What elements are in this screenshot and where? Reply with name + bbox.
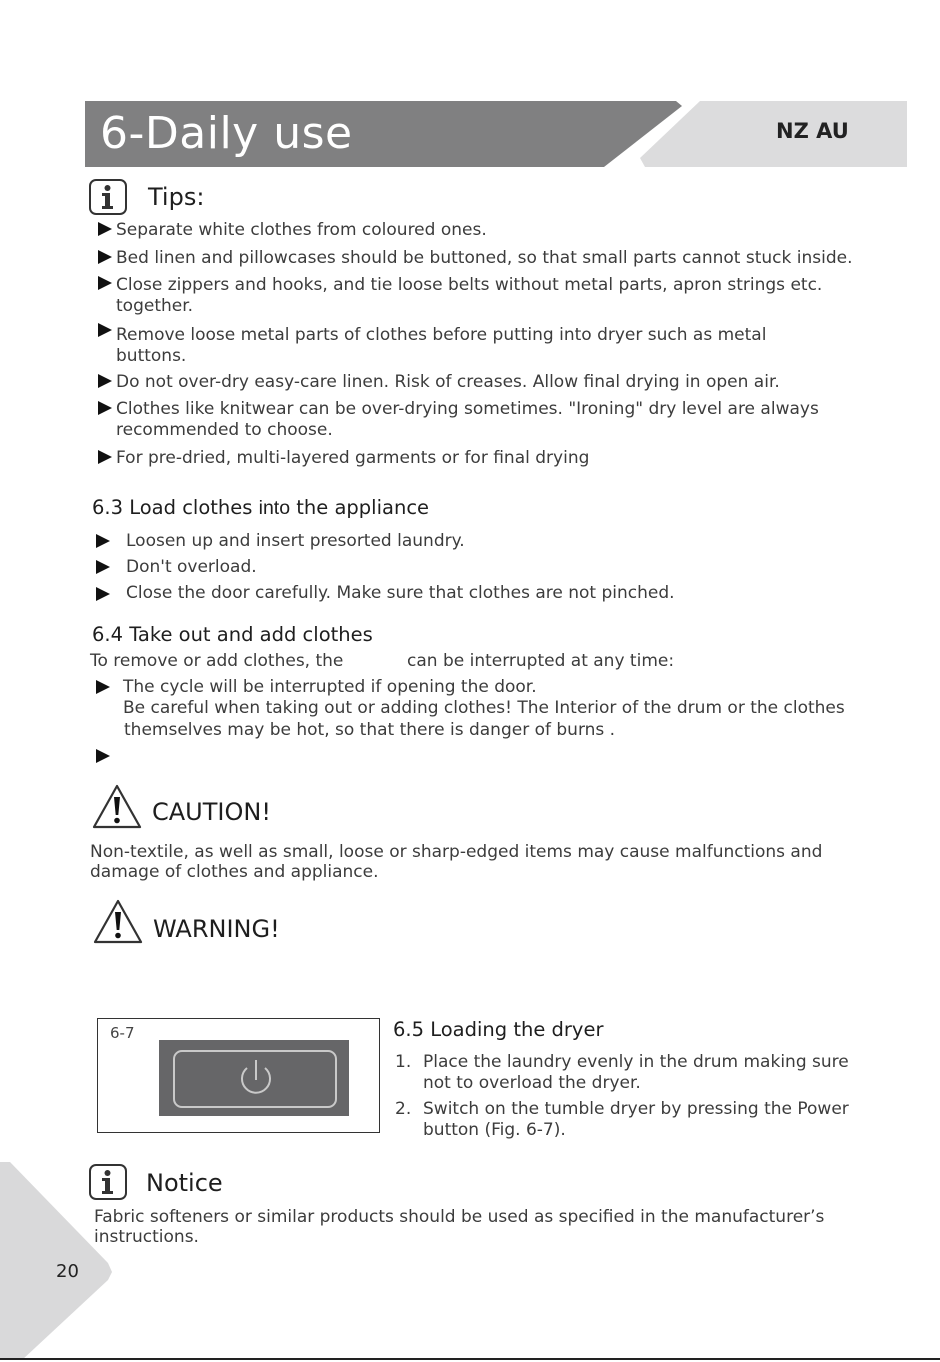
caution-text: Non-textile, as well as small, loose or sharp-edged items may cause malfunctions and: [90, 842, 823, 862]
step-text: Place the laundry evenly in the drum making sure: [423, 1052, 849, 1072]
caution-heading: CAUTION!: [152, 798, 271, 826]
notice-text: Fabric softeners or similar products should be used as specified in the manufacturer’s: [94, 1207, 825, 1227]
notice-text-cont: instructions.: [94, 1227, 199, 1247]
step-number: 1.: [395, 1052, 412, 1072]
region-label: NZ AU: [776, 119, 849, 143]
takeout-intro-start: To remove or add clothes, the: [90, 651, 344, 671]
section-6-5-heading: 6.5 Loading the dryer: [393, 1018, 604, 1041]
tip-item-cont: recommended to choose.: [116, 420, 333, 440]
bullet-icon: [96, 560, 110, 574]
tips-heading: Tips:: [148, 183, 205, 211]
section-6-3-heading: 6.3 Load clothes into the appliance: [92, 496, 430, 519]
caution-icon: [91, 783, 143, 831]
info-icon: [89, 179, 127, 215]
figure-label: 6-7: [110, 1024, 135, 1042]
step-number: 2.: [395, 1099, 412, 1119]
section-6-4-heading: 6.4 Take out and add clothes: [92, 623, 373, 646]
warning-heading: WARNING!: [153, 915, 280, 943]
step-text: Switch on the tumble dryer by pressing the Power: [423, 1099, 849, 1119]
page-title: 6-Daily use: [100, 108, 353, 159]
takeout-intro-end: can be interrupted at any time:: [407, 651, 675, 671]
load-item: Don't overload.: [126, 557, 257, 577]
bullet-icon: [98, 374, 112, 388]
tip-item: For pre-dried, multi-layered garments or for final drying: [116, 448, 590, 468]
page-number: 20: [56, 1261, 79, 1282]
tip-item: Clothes like knitwear can be over-drying sometimes. "Ironing" dry level are always: [116, 399, 819, 419]
bullet-icon: [98, 222, 112, 236]
tip-item: Close zippers and hooks, and tie loose belts without metal parts, apron strings etc.: [116, 275, 823, 295]
notice-icon: [89, 1164, 127, 1200]
bullet-icon: [96, 587, 110, 601]
tip-item: Separate white clothes from coloured ones.: [116, 220, 487, 240]
tip-item-cont: together.: [116, 296, 194, 316]
tip-item: Do not over-dry easy-care linen. Risk of creases. Allow final drying in open air.: [116, 372, 780, 392]
bottom-rule: [0, 1358, 940, 1360]
step-text-cont: not to overload the dryer.: [423, 1073, 641, 1093]
bullet-icon: [98, 450, 112, 464]
power-icon: [235, 1056, 277, 1102]
bullet-icon: [96, 749, 110, 763]
notice-heading: Notice: [146, 1169, 223, 1197]
takeout-item: The cycle will be interrupted if opening the door.: [123, 677, 537, 697]
tip-item: Bed linen and pillowcases should be buttoned, so that small parts cannot stuck inside.: [116, 248, 853, 268]
bullet-icon: [98, 276, 112, 290]
warning-icon: [92, 898, 144, 946]
bullet-icon: [96, 680, 110, 694]
caution-text-cont: damage of clothes and appliance.: [90, 862, 379, 882]
takeout-item-cont: themselves may be hot, so that there is danger of burns .: [124, 720, 616, 740]
load-item: Close the door carefully. Make sure that clothes are not pinched.: [126, 583, 675, 603]
bullet-icon: [98, 323, 112, 337]
header-graphics: [0, 0, 940, 200]
region-tab: [640, 101, 907, 167]
takeout-item-cont: Be careful when taking out or adding clothes! The Interior of the drum or the clothes: [123, 698, 845, 718]
load-item: Loosen up and insert presorted laundry.: [126, 531, 465, 551]
step-text-cont: button (Fig. 6-7).: [423, 1120, 566, 1140]
tip-item-cont: buttons.: [116, 346, 187, 366]
bullet-icon: [96, 534, 110, 548]
bullet-icon: [98, 401, 112, 415]
bullet-icon: [98, 250, 112, 264]
tip-item: Remove loose metal parts of clothes before putting into dryer such as metal: [116, 325, 767, 345]
